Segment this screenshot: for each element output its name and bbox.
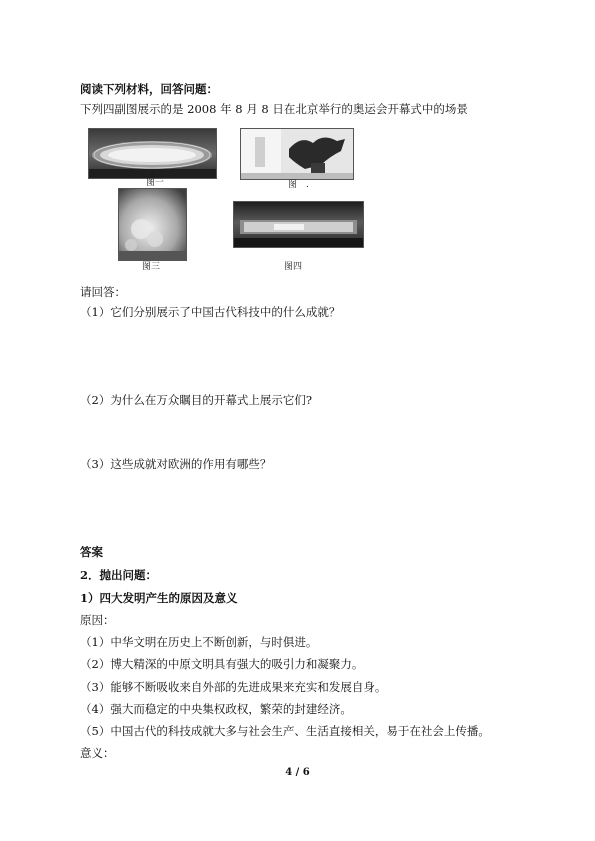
reason-item-3: （3）能够不断吸收来自外部的先进成果来充实和发展自身。 (80, 680, 387, 694)
answer-section-title: 2．抛出问题： (80, 568, 158, 582)
figure-1-caption: 图一 (146, 178, 165, 188)
question-prompt: 请回答： (80, 285, 126, 299)
figure-3-image (118, 188, 187, 261)
answer-subsection-title: 1）四大发明产生的原因及意义 (80, 591, 238, 605)
question-item-3: （3）这些成就对欧洲的作用有哪些？ (80, 457, 272, 471)
figure-4-caption: 图四 (284, 262, 303, 272)
figure-1-image (88, 128, 217, 179)
figure-2-caption: 图 (288, 180, 298, 190)
figure-4-image (233, 201, 364, 248)
question-item-2: （2）为什么在万众瞩目的开幕式上展示它们? (80, 393, 312, 407)
reason-item-1: （1）中华文明在历史上不断创新，与时俱进。 (80, 635, 318, 649)
page-number: 4 / 6 (285, 767, 310, 778)
reason-label: 原因： (80, 613, 115, 627)
figure-2-caption-mark: . (306, 180, 309, 190)
answer-heading: 答案 (80, 545, 103, 559)
reason-item-4: （4）强大而稳定的中央集权政权，繁荣的封建经济。 (80, 702, 352, 716)
question-item-1: （1）它们分别展示了中国古代科技中的什么成就？ (80, 305, 341, 319)
reason-item-5: （5）中国古代的科技成就大多与社会生产、生活直接相关，易于在社会上传播。 (80, 724, 490, 738)
figure-3-caption: 图三 (142, 262, 161, 272)
question-heading: 阅读下列材料，回答问题： (80, 82, 218, 96)
figure-2-image (240, 128, 354, 180)
reason-item-2: （2）博大精深的中原文明具有强大的吸引力和凝聚力。 (80, 657, 364, 671)
question-intro: 下列四副图展示的是 2008 年 8 月 8 日在北京举行的奥运会开幕式中的场景 (80, 102, 468, 116)
meaning-label: 意义： (80, 746, 115, 760)
